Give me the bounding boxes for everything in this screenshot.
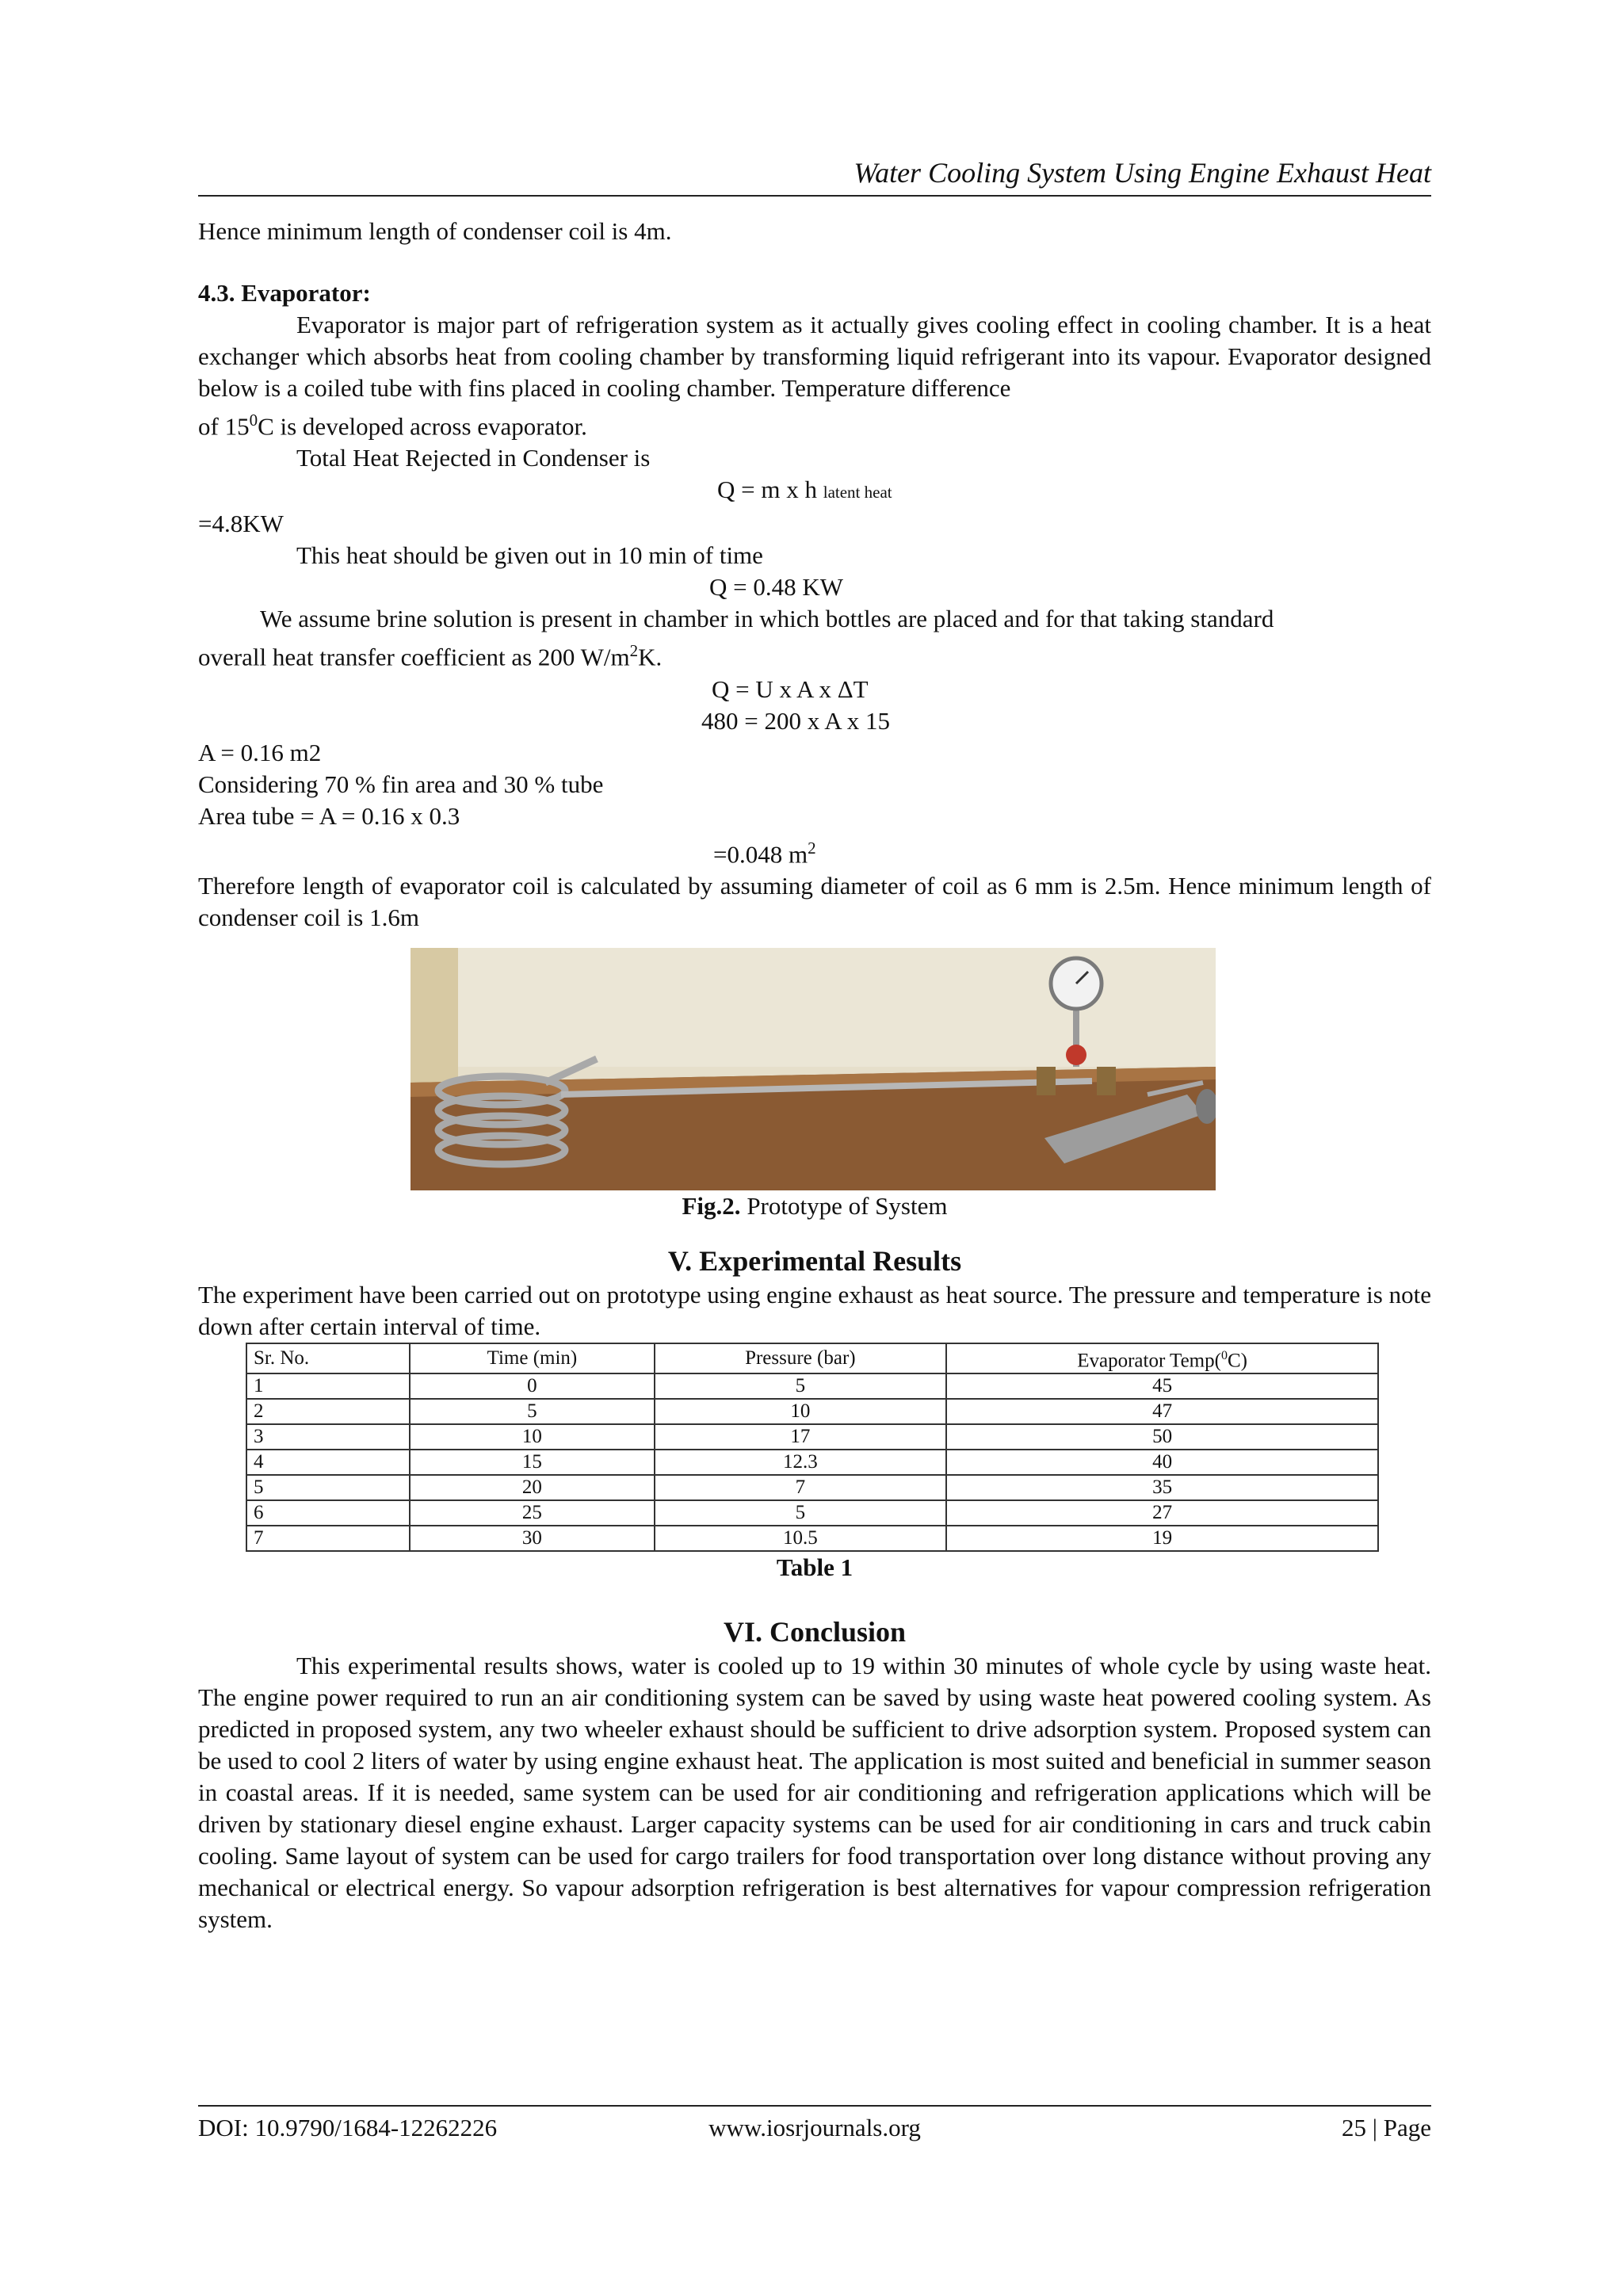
area-tube-val: =0.048 m (713, 839, 808, 868)
fin-line: Considering 70 % fin area and 30 % tube (198, 770, 604, 798)
section-5-heading: V. Experimental Results (667, 1244, 962, 1277)
cell-pressure: 12.3 (655, 1450, 947, 1475)
page-footer (198, 2105, 1431, 2149)
footer-website[interactable]: www.iosrjournals.org (708, 2114, 921, 2141)
eq-480: 480 = 200 x A x 15 (701, 706, 890, 735)
figure-caption-text: Prototype of System (740, 1191, 948, 1220)
cell-temp: 27 (946, 1500, 1378, 1526)
cell-sr: 2 (246, 1399, 410, 1424)
brine-line-2 (198, 635, 1431, 673)
heat-time-line: This heat should be given out in 10 min of time (296, 541, 763, 570)
cell-temp: 45 (946, 1373, 1378, 1399)
table-header-row (246, 1343, 1378, 1373)
table-row (246, 1373, 1378, 1399)
eq-uat: Q = U x A x ΔT (712, 674, 869, 703)
cell-sr: 4 (246, 1450, 410, 1475)
cell-temp: 40 (946, 1450, 1378, 1475)
page (198, 0, 1431, 2296)
figure-container (198, 948, 1431, 1190)
cell-temp: 47 (946, 1399, 1378, 1424)
section-4-3-heading: 4.3. Evaporator: (198, 279, 371, 307)
table-row (246, 1475, 1378, 1500)
th-temp-post: C) (1227, 1350, 1247, 1372)
cell-pressure: 5 (655, 1373, 947, 1399)
table-row (246, 1424, 1378, 1450)
table-row (246, 1526, 1378, 1551)
figure-label: Fig.2. (682, 1191, 741, 1220)
th-temp-pre: Evaporator Temp( (1077, 1350, 1221, 1372)
body-text (198, 216, 1431, 1935)
cell-temp: 35 (946, 1475, 1378, 1500)
cell-sr: 6 (246, 1500, 410, 1526)
table-row (246, 1399, 1378, 1424)
brine-paragraph: We assume brine solution is present in chamber in which bottles are placed and for that taking standard (260, 605, 1274, 633)
area-tube-value (198, 832, 1431, 870)
cell-pressure: 10 (655, 1399, 947, 1424)
area-tube-sup: 2 (808, 838, 816, 858)
footer-doi: DOI: 10.9790/1684-12262226 (198, 2114, 498, 2141)
cell-time: 30 (410, 1526, 654, 1551)
length-paragraph: Therefore length of evaporator coil is calculated by assuming diameter of coil as 6 mm is 2.5m. Hence minimum length of condenser coil is 1.6m (198, 871, 1431, 931)
brine-sup: 2 (629, 641, 639, 661)
brine-post: K. (638, 643, 663, 671)
area-result: A = 0.16 m2 (198, 738, 322, 766)
th-pressure: Pressure (bar) (655, 1343, 947, 1373)
eq-q-sub: latent heat (823, 483, 892, 502)
figure-caption (198, 1190, 1431, 1222)
cell-time: 5 (410, 1399, 654, 1424)
brine-pre: overall heat transfer coefficient as 200 W/m (198, 643, 630, 671)
table-caption: Table 1 (776, 1553, 854, 1582)
eq-q-mh (198, 474, 1431, 508)
eq-q-main: Q = m x h (717, 476, 823, 504)
cell-time: 25 (410, 1500, 654, 1526)
intro-line: Hence minimum length of condenser coil is 4m. (198, 217, 672, 245)
eq-q-048: Q = 0.48 KW (709, 573, 844, 602)
running-header: Water Cooling System Using Engine Exhaust Heat (198, 151, 1431, 197)
area-tube: Area tube = A = 0.16 x 0.3 (198, 801, 460, 830)
cell-sr: 1 (246, 1373, 410, 1399)
cell-time: 15 (410, 1450, 654, 1475)
cell-pressure: 7 (655, 1475, 947, 1500)
evap-para-text: Evaporator is major part of refrigeration system as it actually gives cooling effect in cooling chamber. It is a heat exchanger which absorbs heat from cooling chamber by transforming liquid refrigerant into its vapour. Evaporator designed below is a coiled tube with fins placed in cooling chamber. Temperature difference (198, 311, 1431, 402)
cell-sr: 5 (246, 1475, 410, 1500)
cell-sr: 3 (246, 1424, 410, 1450)
evap-temp-line (198, 404, 1431, 442)
th-time: Time (min) (410, 1343, 654, 1373)
evap-temp-post: C is developed across evaporator. (258, 412, 587, 441)
evaporator-paragraph (198, 309, 1431, 404)
prototype-photo (411, 948, 1216, 1190)
cell-pressure: 5 (655, 1500, 947, 1526)
cell-sr: 7 (246, 1526, 410, 1551)
th-sr-no: Sr. No. (246, 1343, 410, 1373)
th-evap-temp (946, 1343, 1378, 1373)
heat-rejected-label: Total Heat Rejected in Condenser is (296, 444, 651, 472)
section-6-heading: VI. Conclusion (723, 1616, 907, 1648)
val-4-8kw: =4.8KW (198, 510, 284, 538)
th-temp-sup: 0 (1220, 1348, 1228, 1362)
results-table (246, 1343, 1379, 1552)
conclusion-paragraph: This experimental results shows, water is cooled up to 19 within 30 minutes of whole cycle by using waste heat. The engine power required to run an air conditioning system can be saved by using waste heat powered cooling system. As predicted in proposed system, any two wheeler exhaust should be sufficient to drive adsorption system. Proposed system can be used to cool 2 liters of water by using engine exhaust heat. The application is most suited and beneficial in summer season in coastal areas. If it is needed, same system can be used for air conditioning and refrigeration applications which will be driven by stationary diesel engine exhaust. Larger capacity systems can be used for air conditioning in cars and truck cabin cooling. Same layout of system can be used for cargo trailers for food transportation over long distance without proving any mechanical or electrical energy. So vapour adsorption refrigeration is best alternatives for vapour compression refrigeration system. (198, 1652, 1431, 1934)
cell-time: 20 (410, 1475, 654, 1500)
table-row (246, 1500, 1378, 1526)
cell-pressure: 17 (655, 1424, 947, 1450)
cell-time: 0 (410, 1373, 654, 1399)
cell-pressure: 10.5 (655, 1526, 947, 1551)
section-5-paragraph: The experiment have been carried out on prototype using engine exhaust as heat source. The pressure and temperature is note down after certain interval of time. (198, 1280, 1431, 1340)
evap-temp-sup: 0 (249, 411, 258, 430)
table-row (246, 1450, 1378, 1475)
cell-temp: 19 (946, 1526, 1378, 1551)
cell-time: 10 (410, 1424, 654, 1450)
cell-temp: 50 (946, 1424, 1378, 1450)
footer-page-number: 25 | Page (1342, 2114, 1431, 2141)
evap-temp-pre: of 15 (198, 412, 250, 441)
